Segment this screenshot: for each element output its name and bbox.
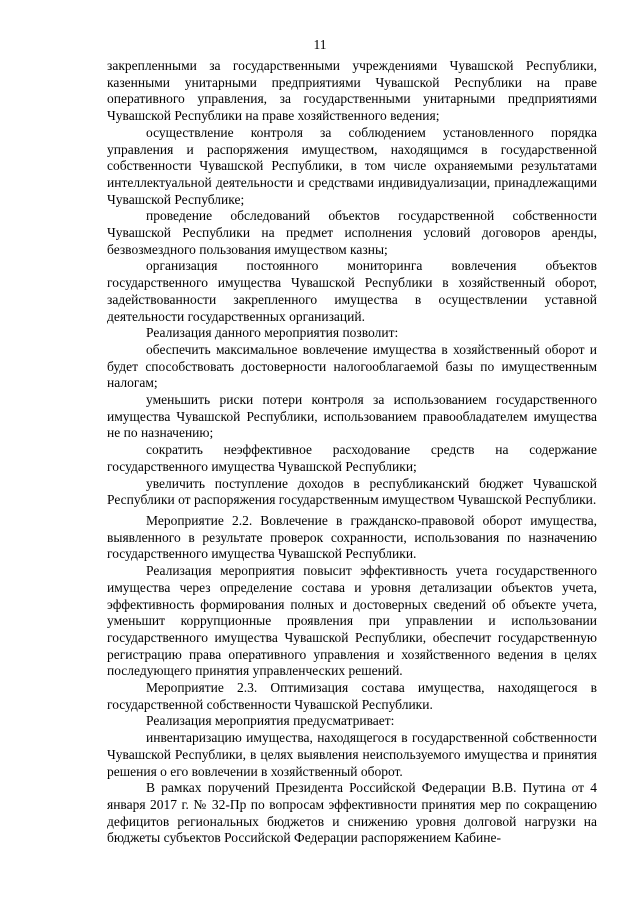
- paragraph: Мероприятие 2.2. Вовлечение в гражданско-правовой оборот имущества, выявленного в результате проверок сохранности, использования по назначению государственного имущества Чувашской Республики.: [107, 512, 597, 562]
- paragraph: закрепленными за государственными учреждениями Чувашской Республики, казенными унитарными предприятиями Чувашской Республики на праве оперативного управления, за государственными унитарными предприятиями Чувашской Республики на праве хозяйственного ведения;: [107, 58, 597, 124]
- paragraph: организация постоянного мониторинга вовлечения объектов государственного имущества Чувашской Республики в хозяйственный оборот, задействованности закрепленного имущества в осуществлении уставной деятельности государственных организаций.: [107, 258, 597, 324]
- body-text: [107, 58, 597, 847]
- paragraph: Реализация мероприятия повысит эффективность учета государственного имущества через определение состава и уровня детализации объектов учета, эффективность формирования полных и достоверных сведений об объекте учета, уменьшит коррупционные проявления при управлении и использовании государственного имущества Чувашской Республики, обеспечит государственную регистрацию права оперативного управления и хозяйственного ведения в целях последующего принятия управленческих решений.: [107, 563, 597, 679]
- paragraph: уменьшить риски потери контроля за использованием государственного имущества Чувашской Республики, использованием правообладателем имущества не по назначению;: [107, 392, 597, 441]
- paragraph: обеспечить максимальное вовлечение имущества в хозяйственный оборот и будет способствовать достоверности налогооблагаемой базы по имущественным налогам;: [107, 341, 597, 391]
- paragraph: В рамках поручений Президента Российской Федерации В.В. Путина от 4 января 2017 г. № 32-Пр по вопросам эффективности принятия мер по сокращению дефицитов региональных бюджетов и снижению уровня долговой нагрузки на бюджеты субъектов Российской Федерации распоряжением Кабине-: [107, 780, 597, 846]
- paragraph: проведение обследований объектов государственной собственности Чувашской Республики на предмет исполнения условий договоров аренды, безвозмездного пользования имуществом казны;: [107, 208, 597, 257]
- paragraph: Реализация мероприятия предусматривает:: [146, 713, 395, 729]
- paragraph: инвентаризацию имущества, находящегося в государственной собственности Чувашской Республики, в целях выявления неиспользуемого имущества и принятия решения о его вовлечении в хозяйственный оборот.: [107, 730, 597, 779]
- page-number: 11: [313, 37, 327, 52]
- paragraph: Мероприятие 2.3. Оптимизация состава имущества, находящегося в государственной собственности Чувашской Республики.: [107, 680, 597, 712]
- paragraph: увеличить поступление доходов в республиканский бюджет Чувашской Республики от распоряжения государственным имуществом Чувашской Республики.: [107, 475, 597, 508]
- paragraph: осуществление контроля за соблюдением установленного порядка управления и распоряжения имуществом, находящимся в государственной собственности Чувашской Республики, в том числе охраняемыми результатами интеллектуальной деятельности и средствами индивидуализации, принадлежащими Чувашской Республике;: [107, 124, 597, 207]
- paragraph: сократить неэффективное расходование средств на содержание государственного имущества Чувашской Республики;: [107, 442, 597, 474]
- paragraph: Реализация данного мероприятия позволит:: [146, 325, 399, 341]
